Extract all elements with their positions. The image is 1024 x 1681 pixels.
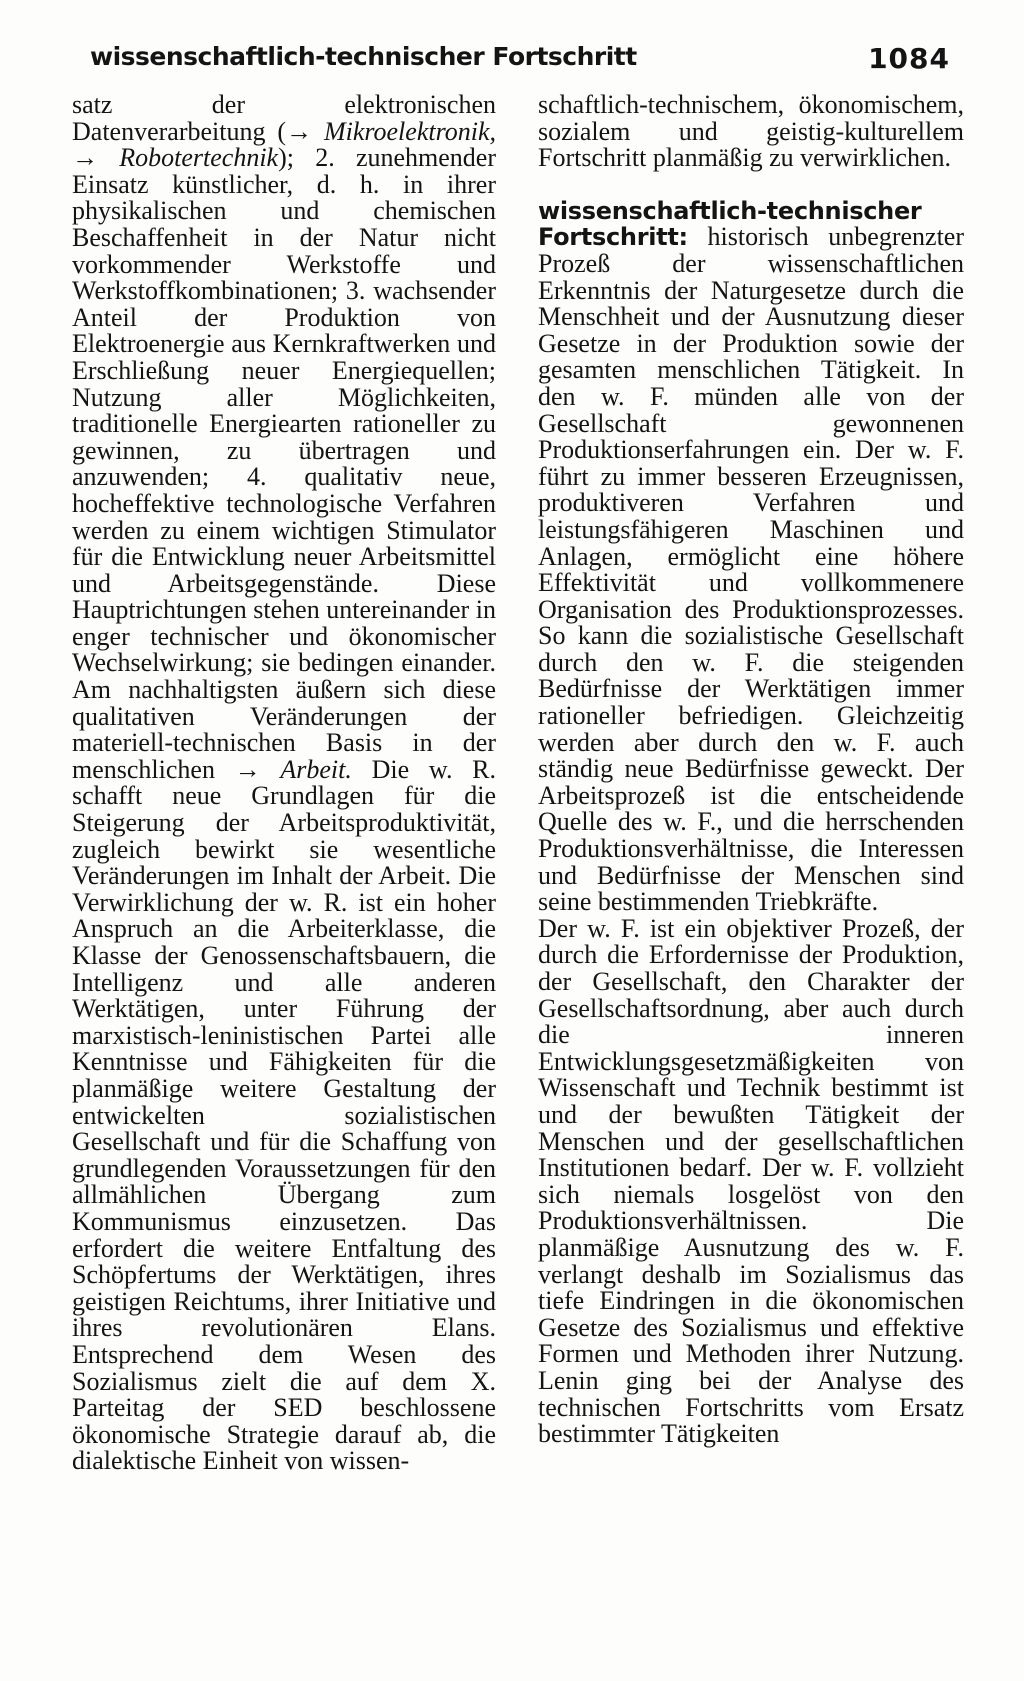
entry-gap [538, 172, 964, 198]
text-run: Die w. R. schafft neue Grundlagen für die Steigerung der Arbeitsproduktivität, zugleich bewirkt sie wesentliche Veränderungen im Inhalt der Arbeit. Die Verwirklichung der w. R. ist ein hoher Anspruch an die Arbeiterklasse, die Klasse der Genossenschaftsbauern, die Intelligenz und alle anderen Werktätigen, unter Führung der marxistisch-leninistischen Partei alle Kenntnisse und Fähigkeiten für die planmäßige weitere Gestaltung der entwickelten sozialistischen Gesellschaft und für die Schaffung von grundlegenden Voraussetzungen für den allmählichen Übergang zum Kommunismus einzusetzen. Das erfordert die weitere Entfaltung des Schöpfertums der Werktätigen, ihres geistigen Reichtums, ihrer Initiative und ihres revolutionären Elans. Entsprechend dem Wesen des Sozialismus zielt die auf dem X. Parteitag der SED beschlossene ökonomische Strategie darauf ab, die dialektische Einheit von wissen- [72, 754, 496, 1476]
page-header [90, 42, 950, 82]
running-title: wissenschaftlich-technischer Fortschritt [90, 42, 637, 71]
text-run: satz der elektronischen Datenverarbeitung ( [72, 90, 496, 146]
page-number: 1084 [868, 42, 950, 75]
continuation-paragraph: schaftlich-technischem, ökonomischem, sozialem und geistig-kulturellem Fortschritt planmäßig zu verwirklichen. [538, 90, 964, 173]
cross-reference-arrow: → [286, 116, 324, 146]
entry-paragraph-2: Der w. F. ist ein objektiver Prozeß, der durch die Erfordernisse der Produktion, der Gesellschaft, den Charakter der Gesellschaftsordnung, aber auch durch die inneren Entwicklungsgesetzmäßigkeiten von Wissenschaft und Technik bestimmt ist und der bewußten Tätigkeit der Menschen und der gesellschaftlichen Institutionen bedarf. Der w. F. vollzieht sich niemals losgelöst von den Produktionsverhältnissen. Die planmäßige Ausnutzung des w. F. verlangt deshalb im Sozialismus das tiefe Eindringen in die ökonomischen Gesetze des Sozialismus und effektive Formen und Methoden ihrer Nutzung. Lenin ging bei der Analyse des technischen Fortschritts vom Ersatz bestimmter Tätigkeiten [538, 913, 964, 1449]
right-column [538, 92, 964, 1448]
cross-reference-arrow: → [72, 143, 120, 173]
entry-definition: historisch unbegrenzter Prozeß der wissenschaftlichen Erkenntnis der Naturgesetze durch die Menschheit und der Ausnutzung dieser Gesetze in der Produktion sowie der gesamten menschlichen Tätigkeit. In den w. F. münden alle von der Gesellschaft gewonnenen Produktionserfahrungen ein. Der w. F. führt zu immer besseren Erzeugnissen, produktiveren Verfahren und leistungsfähigeren Maschinen und Anlagen, ermöglicht eine höhere Effektivität und vollkommenere Organisation des Produktionsprozesses. So kann die sozialistische Gesellschaft durch den w. F. die steigenden Bedürfnisse der Werktätigen immer rationeller befriedigen. Gleichzeitig werden aber durch den w. F. auch ständig neue Bedürfnisse geweckt. Der Arbeitsprozeß ist die entscheidende Quelle des w. F., und die herrschenden Produktionsverhältnisse, die Interessen und Bedürfnisse der Menschen sind seine bestimmenden Triebkräfte. [538, 222, 964, 917]
left-column [72, 92, 496, 1475]
cross-reference-robotertechnik[interactable]: Robotertechnik [119, 143, 279, 173]
entry-headword: wissenschaftlich-technischer Fortschritt: [538, 196, 922, 252]
cross-reference-arbeit[interactable]: Arbeit. [280, 754, 352, 784]
cross-reference-arrow: → [234, 754, 281, 784]
cross-reference-mikroelektronik[interactable]: Mikroelektronik, [323, 116, 496, 146]
text-run: ); 2. zunehmender Einsatz künstlicher, d. h. in ihrer physikalischen und chemischen Beschaffenheit in der Natur nicht vorkommender Werkstoffe und Werkstoffkombinationen; 3. wachsender Anteil der Produktion von Elektroenergie aus Kernkraftwerken und Erschließung neuer Energiequellen; Nutzung aller Möglichkeiten, traditionelle Energiearten rationeller zu gewinnen, zu übertragen und anzuwenden; 4. qualitativ neue, hocheffektive technologische Verfahren werden zu einem wichtigen Stimulator für die Entwicklung neuer Arbeitsmittel und Arbeitsgegenstände. Diese Hauptrichtungen stehen untereinander in enger technischer und ökonomischer Wechselwirkung; sie bedingen einander. Am nachhaltigsten äußern sich diese qualitativen Veränderungen der materiell-technischen Basis in der menschlichen [72, 143, 496, 784]
left-paragraph [72, 92, 496, 1475]
entry-paragraph [538, 198, 964, 916]
